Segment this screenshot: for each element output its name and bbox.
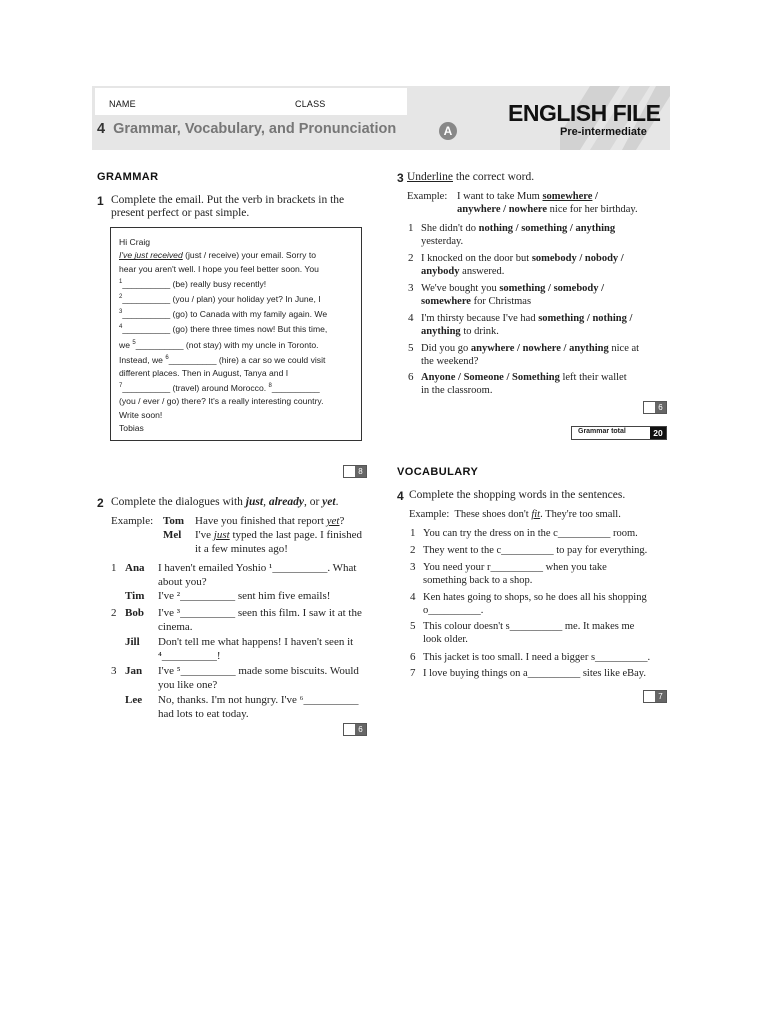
q4-item-line-1: This colour doesn't s__________ me. It makes me <box>423 621 635 632</box>
q3-item-line-1: Did you go anywhere / nowhere / anything nice at <box>421 343 640 354</box>
q3-score-box <box>643 401 667 414</box>
level-badge: A <box>439 122 457 140</box>
q4-item-line-1: They went to the c__________ to pay for everything. <box>423 545 648 556</box>
q4-example: Example: These shoes don't fit. They're too small. <box>409 509 621 520</box>
q2-instruction: Complete the dialogues with just, already, or yet. <box>111 496 339 508</box>
email-line-4: $^2$__________ (you / plan) your holiday yet? In June, I <box>119 293 321 304</box>
q4-instruction: Complete the shopping words in the sentences. <box>409 489 626 501</box>
q2-d3-speaker-1: Jan <box>125 665 143 677</box>
q3-example-label: Example: <box>407 191 448 202</box>
q3-example-line-2: anywhere / nowhere nice for her birthday. <box>457 204 638 215</box>
q2-d1-line-3: I've ²__________ sent him five emails! <box>158 590 331 602</box>
q3-item-line-2: in the classroom. <box>421 385 493 396</box>
q1-instruction-line2: present perfect or past simple. <box>111 207 250 219</box>
email-line-6: $^4$__________ (go) there three times now! But this time, <box>119 324 328 335</box>
q3-item-number: 1 <box>408 222 414 234</box>
q4-item-number: 4 <box>410 591 416 603</box>
q1-number: 1 <box>97 194 104 208</box>
email-line-8: Instead, we $^6$__________ (hire) a car so we could visit <box>119 354 326 365</box>
q4-number: 4 <box>397 489 404 503</box>
unit-title <box>97 121 396 137</box>
q3-item-number: 5 <box>408 342 414 354</box>
q2-d1-line-2: about you? <box>158 576 207 588</box>
q3-item-line-1: Anyone / Someone / Something left their wallet <box>421 372 627 383</box>
name-label: NAME <box>109 99 136 109</box>
q3-item-line-2: anybody answered. <box>421 266 505 277</box>
unit-title-text: Grammar, Vocabulary, and Pronunciation <box>113 121 397 137</box>
q2-d3-speaker-2: Lee <box>125 694 143 706</box>
q3-score: 6 <box>655 402 666 413</box>
grammar-total-box <box>571 426 667 440</box>
q3-item-line-2: somewhere for Christmas <box>421 296 532 307</box>
q2-example-label: Example: <box>111 515 154 527</box>
q2-d3-line-1: I've ⁵__________ made some biscuits. Would <box>158 665 359 677</box>
q4-item-line-1: Ken hates going to shops, so he does all his shopping <box>423 592 647 603</box>
email-line-3: $^1$__________ (be) really busy recently! <box>119 278 267 289</box>
q2-d2-line-3: Don't tell me what happens! I haven't seen it <box>158 636 354 648</box>
q2-item-2-number: 2 <box>111 607 117 619</box>
grammar-total-value: 20 <box>650 427 666 439</box>
brand-title: ENGLISH FILE <box>508 100 661 126</box>
email-line-9: different places. Then in August, Tanya and I <box>119 367 289 378</box>
q2-d1-line-1: I haven't emailed Yoshio ¹__________. What <box>158 562 357 574</box>
q4-item-number: 3 <box>410 561 416 573</box>
q2-example-line-1: Have you finished that report yet? <box>195 515 345 527</box>
q3-item-line-1: We've bought you something / somebody / <box>421 283 605 294</box>
q2-d1-speaker-2: Tim <box>125 590 145 602</box>
email-box <box>110 227 362 441</box>
email-line-2: hear you aren't well. I hope you feel better soon. You <box>119 263 319 274</box>
q2-item-1-number: 1 <box>111 562 117 574</box>
q4-item-number: 7 <box>410 667 416 679</box>
q3-item-line-2: anything to drink. <box>421 326 499 337</box>
q4-score: 7 <box>655 691 666 702</box>
q2-d2-line-2: cinema. <box>158 621 193 633</box>
q1-score: 8 <box>355 466 366 477</box>
q2-d2-speaker-1: Bob <box>125 607 144 619</box>
q3-item-number: 6 <box>408 371 414 383</box>
brand-subtitle: Pre-intermediate <box>560 126 647 138</box>
email-line-7: we $^5$__________ (not stay) with my uncle in Toronto. <box>119 339 319 350</box>
q4-item-line-1: I love buying things on a__________ sites like eBay. <box>423 668 647 679</box>
q3-number: 3 <box>397 171 404 185</box>
q3-item-line-1: She didn't do nothing / something / anything <box>421 223 616 234</box>
q2-d2-line-1: I've ³__________ seen this film. I saw it at the <box>158 607 362 619</box>
q4-item-line-2: o__________. <box>423 605 484 616</box>
q3-instruction: Underline the correct word. <box>407 171 535 183</box>
q2-d3-line-3: No, thanks. I'm not hungry. I've ⁶__________ <box>158 694 359 706</box>
q2-item-3-number: 3 <box>111 665 117 677</box>
q2-example-speaker-1: Tom <box>163 515 184 527</box>
q1-score-box <box>343 465 367 478</box>
email-line-1: I've just received (just / receive) your email. Sorry to <box>119 250 316 261</box>
q2-score-box <box>343 723 367 736</box>
q4-item-line-1: You can try the dress on in the c__________ room. <box>423 528 638 539</box>
email-line-11: (you / ever / go) there? It's a really interesting country. <box>119 396 324 407</box>
q4-item-number: 1 <box>410 527 416 539</box>
q4-item-line-1: This jacket is too small. I need a bigger s__________. <box>423 652 651 663</box>
q4-item-line-1: You need your r__________ when you take <box>423 562 607 573</box>
email-example-answer: I've just received <box>119 250 183 261</box>
q2-d2-line-4: ⁴__________! <box>158 650 221 662</box>
name-class-bar <box>95 88 407 115</box>
q4-item-line-2: look older. <box>423 634 468 645</box>
grammar-total-label: Grammar total <box>578 428 626 435</box>
grammar-heading: GRAMMAR <box>97 171 159 183</box>
q2-d1-speaker-1: Ana <box>125 562 145 574</box>
q4-item-number: 5 <box>410 620 416 632</box>
q3-item-line-2: yesterday. <box>421 236 464 247</box>
class-label: CLASS <box>295 99 326 109</box>
unit-number: 4 <box>97 121 106 137</box>
q2-d3-line-4: had lots to eat today. <box>158 708 249 720</box>
q3-item-line-1: I'm thirsty because I've had something / nothing / <box>421 313 633 324</box>
email-greeting: Hi Craig <box>119 237 151 247</box>
email-line-5: $^3$__________ (go) to Canada with my family again. We <box>119 309 328 320</box>
q3-item-line-1: I knocked on the door but somebody / nobody / <box>421 253 624 264</box>
q3-example-line-1: I want to take Mum somewhere / <box>457 191 598 202</box>
q3-item-number: 4 <box>408 312 414 324</box>
q3-item-line-2: the weekend? <box>421 356 479 367</box>
email-line-10: $^7$__________ (travel) around Morocco. $^8$__________ <box>119 382 320 393</box>
q1-instruction-line1: Complete the email. Put the verb in brackets in the <box>111 194 345 206</box>
q2-number: 2 <box>97 496 104 510</box>
q2-d3-line-2: you like one? <box>158 679 218 691</box>
q3-item-number: 3 <box>408 282 414 294</box>
q2-example-line-3: it a few minutes ago! <box>195 543 288 555</box>
vocabulary-heading: VOCABULARY <box>397 466 479 478</box>
q4-item-number: 6 <box>410 651 416 663</box>
q2-score: 6 <box>355 724 366 735</box>
q4-item-number: 2 <box>410 544 416 556</box>
q4-item-line-2: something back to a shop. <box>423 575 533 586</box>
q2-example-speaker-2: Mel <box>163 529 182 541</box>
q4-score-box <box>643 690 667 703</box>
email-signoff: Write soon! <box>119 409 163 420</box>
q2-d2-speaker-2: Jill <box>125 636 140 648</box>
email-signature: Tobias <box>119 422 144 433</box>
q3-item-number: 2 <box>408 252 414 264</box>
q2-example-line-2: I've just typed the last page. I finished <box>195 529 362 541</box>
